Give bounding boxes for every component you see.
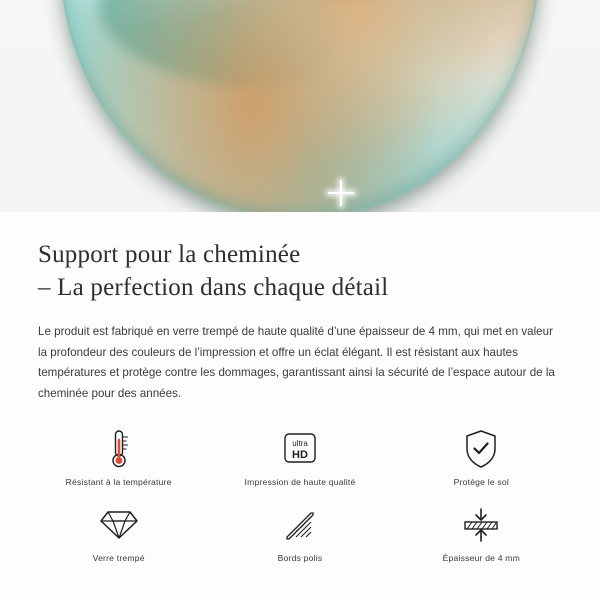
diamond-icon xyxy=(99,503,139,547)
feature-label: Résistant à la température xyxy=(65,476,172,487)
svg-text:HD: HD xyxy=(292,448,308,461)
feature-label: Bords polis xyxy=(277,552,323,563)
page-title xyxy=(38,238,562,304)
feature-item xyxy=(209,427,390,487)
feature-item xyxy=(391,427,572,487)
text-content xyxy=(0,212,600,405)
feature-item xyxy=(28,427,209,487)
headline-line-2: – La perfection dans chaque détail xyxy=(38,274,389,301)
feature-label: Épaisseur de 4 mm xyxy=(442,552,521,563)
feature-item xyxy=(28,503,209,563)
feature-label: Verre trempé xyxy=(92,552,145,563)
thermometer-icon xyxy=(106,427,132,471)
headline-line-1: Support pour la cheminée xyxy=(38,241,301,268)
shield-check-icon xyxy=(464,427,498,471)
feature-label: Impression de haute qualité xyxy=(244,476,356,487)
feature-item xyxy=(209,503,390,563)
feature-grid xyxy=(0,427,600,563)
feature-item xyxy=(391,503,572,563)
polished-edges-icon xyxy=(283,503,317,547)
feature-label: Protège le sol xyxy=(453,476,509,487)
ultra-hd-icon xyxy=(282,427,318,471)
hero-image xyxy=(0,0,600,212)
thickness-4mm-icon xyxy=(459,503,503,547)
description-paragraph: Le produit est fabriqué en verre trempé de haute qualité d’une épaisseur de 4 mm, qui met en valeur la profondeur des couleurs de l’impression et offre un éclat élégant. Il est résistant aux hautes températures et protège contre les dommages, garantissant ainsi la sécurité de l’espace autour de la cheminée pour des années. xyxy=(38,325,555,400)
svg-text:ultra: ultra xyxy=(292,438,308,448)
